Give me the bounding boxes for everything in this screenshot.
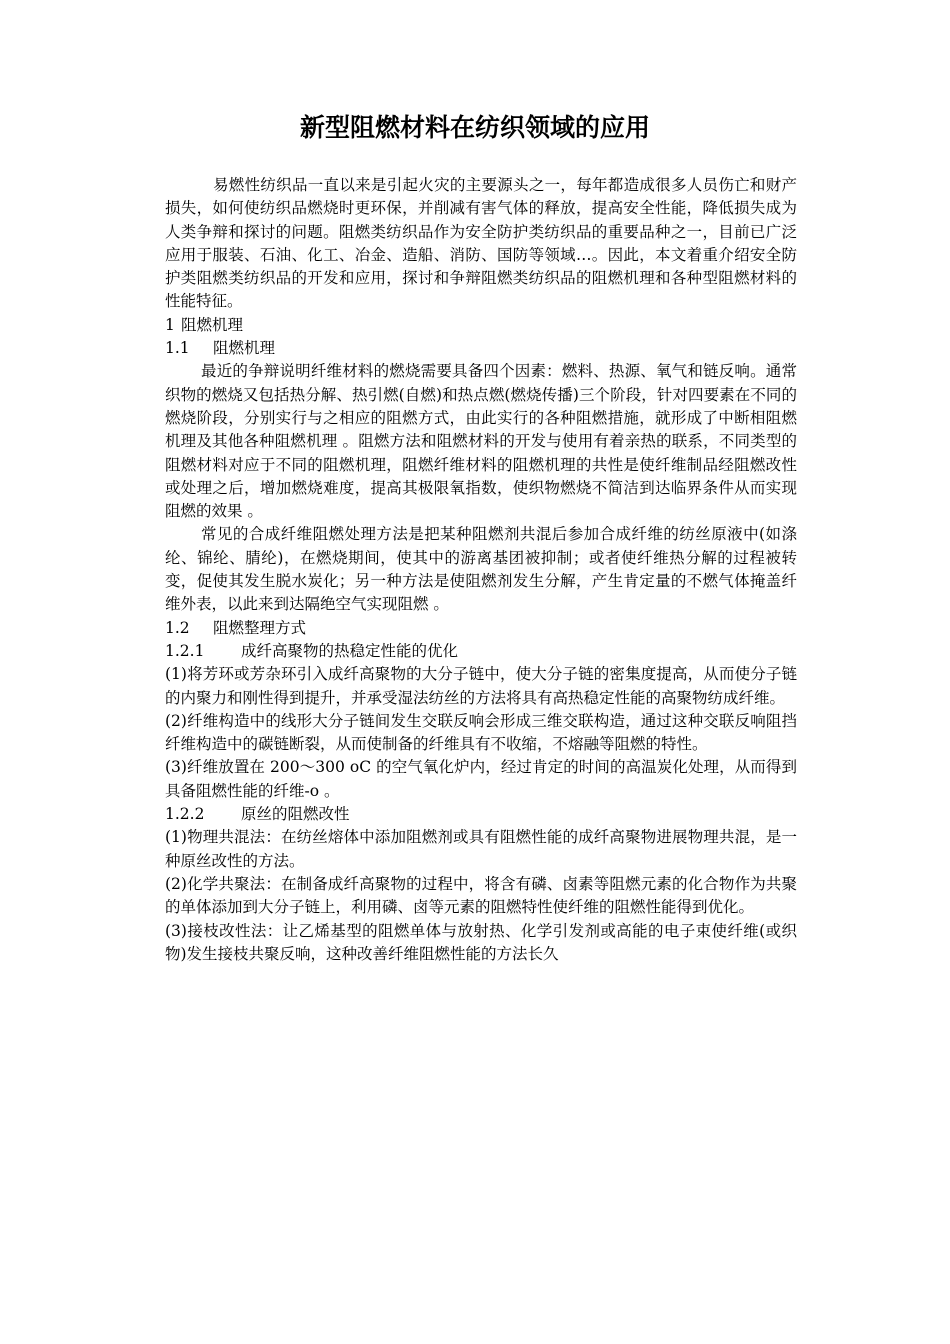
section-title: 阻燃整理方式 (213, 618, 307, 637)
list-item-marker: (3) (165, 758, 187, 777)
section-heading-1-2-2 (165, 803, 797, 826)
list-item-marker: (3) (165, 921, 187, 940)
list-item (165, 756, 797, 803)
list-item-text: 化学共聚法：在制备成纤高聚物的过程中，将含有磷、卤素等阻燃元素的化合物作为共聚的单体添加到大分子链上，利用磷、卤等元素的阻燃特性使纤维的阻燃性能得到优化。 (165, 874, 797, 917)
list-item-text: 将芳环或芳杂环引入成纤高聚物的大分子链中，使大分子链的密集度提高，从而使分子链的内聚力和刚性得到提升，并承受湿法纺丝的方法将具有高热稳定性能的高聚物纺成纤维。 (165, 665, 797, 707)
body-paragraph: 最近的争辩说明纤维材料的燃烧需要具备四个因素：燃料、热源、氧气和链反响。通常织物的燃烧又包括热分解、热引燃(自燃)和热点燃(燃烧传播)三个阶段，针对四要素在不同的燃烧阶段，分别实行与之相应的阻燃方式，由此实行的各种阻燃措施，就形成了中断相阻燃机理及其他各种阻燃机理 。阻燃方法和阻燃材料的开发与使用有着亲热的联系，不同类型的阻燃材料对应于不同的阻燃机理，阻燃纤维材料的阻燃机理的共性是使纤维制品经阻燃改性或处理之后，增加燃烧难度，提高其极限氧指数，使织物燃烧不简洁到达临界条件从而实现阻燃的效果 。 (165, 362, 797, 521)
list-item-text: 纤维放置在 200～300 oC 的空气氧化炉内，经过肯定的时间的高温炭化处理，从而得到具备阻燃性能的纤维-o 。 (165, 758, 797, 800)
section-heading-1-1 (165, 337, 797, 360)
list-item-marker: (2) (165, 711, 187, 730)
section-number: 1.2 (165, 618, 190, 637)
section-title: 阻燃机理 (213, 339, 276, 358)
list-item (165, 873, 797, 920)
list-item-text: 接枝改性法：让乙烯基型的阻燃单体与放射热、化学引发剂或高能的电子束使纤维(或织物)发生接枝共聚反响，这种改善纤维阻燃性能的方法长久 (165, 921, 797, 963)
section-number: 1 (165, 315, 175, 334)
section-heading-1-2-1 (165, 640, 797, 663)
document-body (165, 174, 797, 966)
section-title: 阻燃机理 (181, 315, 244, 334)
section-title: 原丝的阻燃改性 (241, 805, 350, 824)
list-item-marker: (2) (165, 874, 187, 893)
list-item-text: 物理共混法：在纺丝熔体中添加阻燃剂或具有阻燃性能的成纤高聚物进展物理共混，是一种原丝改性的方法。 (165, 828, 797, 870)
list-item (165, 920, 797, 967)
list-item (165, 663, 797, 710)
section-title: 成纤高聚物的热稳定性能的优化 (241, 641, 459, 660)
document-title: 新型阻燃材料在纺织领域的应用 (299, 113, 650, 142)
list-item (165, 710, 797, 757)
list-item (165, 826, 797, 873)
section-number: 1.1 (165, 339, 190, 358)
section-number: 1.2.2 (165, 805, 205, 824)
intro-paragraph: 易燃性纺织品一直以来是引起火灾的主要源头之一，每年都造成很多人员伤亡和财产损失，如何使纺织品燃烧时更环保，并削减有害气体的释放，提高安全性能，降低损失成为人类争辩和探讨的问题。阻燃类纺织品作为安全防护类纺织品的重要品种之一，目前已广泛应用于服装、石油、化工、冶金、造船、消防、国防等领域…。因此，本文着重介绍安全防护类阻燃类纺织品的开发和应用，探讨和争辩阻燃类纺织品的阻燃机理和各种型阻燃材料的性能特征。 (165, 176, 797, 311)
list-item-marker: (1) (165, 665, 187, 684)
body-paragraph: 常见的合成纤维阻燃处理方法是把某种阻燃剂共混后参加合成纤维的纺丝原液中(如涤纶、锦纶、腈纶)，在燃烧期间，使其中的游离基团被抑制；或者使纤维热分解的过程被转变，促使其发生脱水炭化；另一种方法是使阻燃剂发生分解，产生肯定量的不燃气体掩盖纤维外表，以此来到达隔绝空气实现阻燃 。 (165, 525, 797, 614)
list-item-text: 纤维构造中的线形大分子链间发生交联反响会形成三维交联构造，通过这种交联反响阻挡纤维构造中的碳链断裂，从而使制备的纤维具有不收缩，不熔融等阻燃的特性。 (165, 711, 797, 754)
list-item-marker: (1) (165, 828, 187, 847)
section-heading-1-2 (165, 617, 797, 640)
section-heading-1 (165, 314, 797, 337)
section-number: 1.2.1 (165, 641, 205, 660)
